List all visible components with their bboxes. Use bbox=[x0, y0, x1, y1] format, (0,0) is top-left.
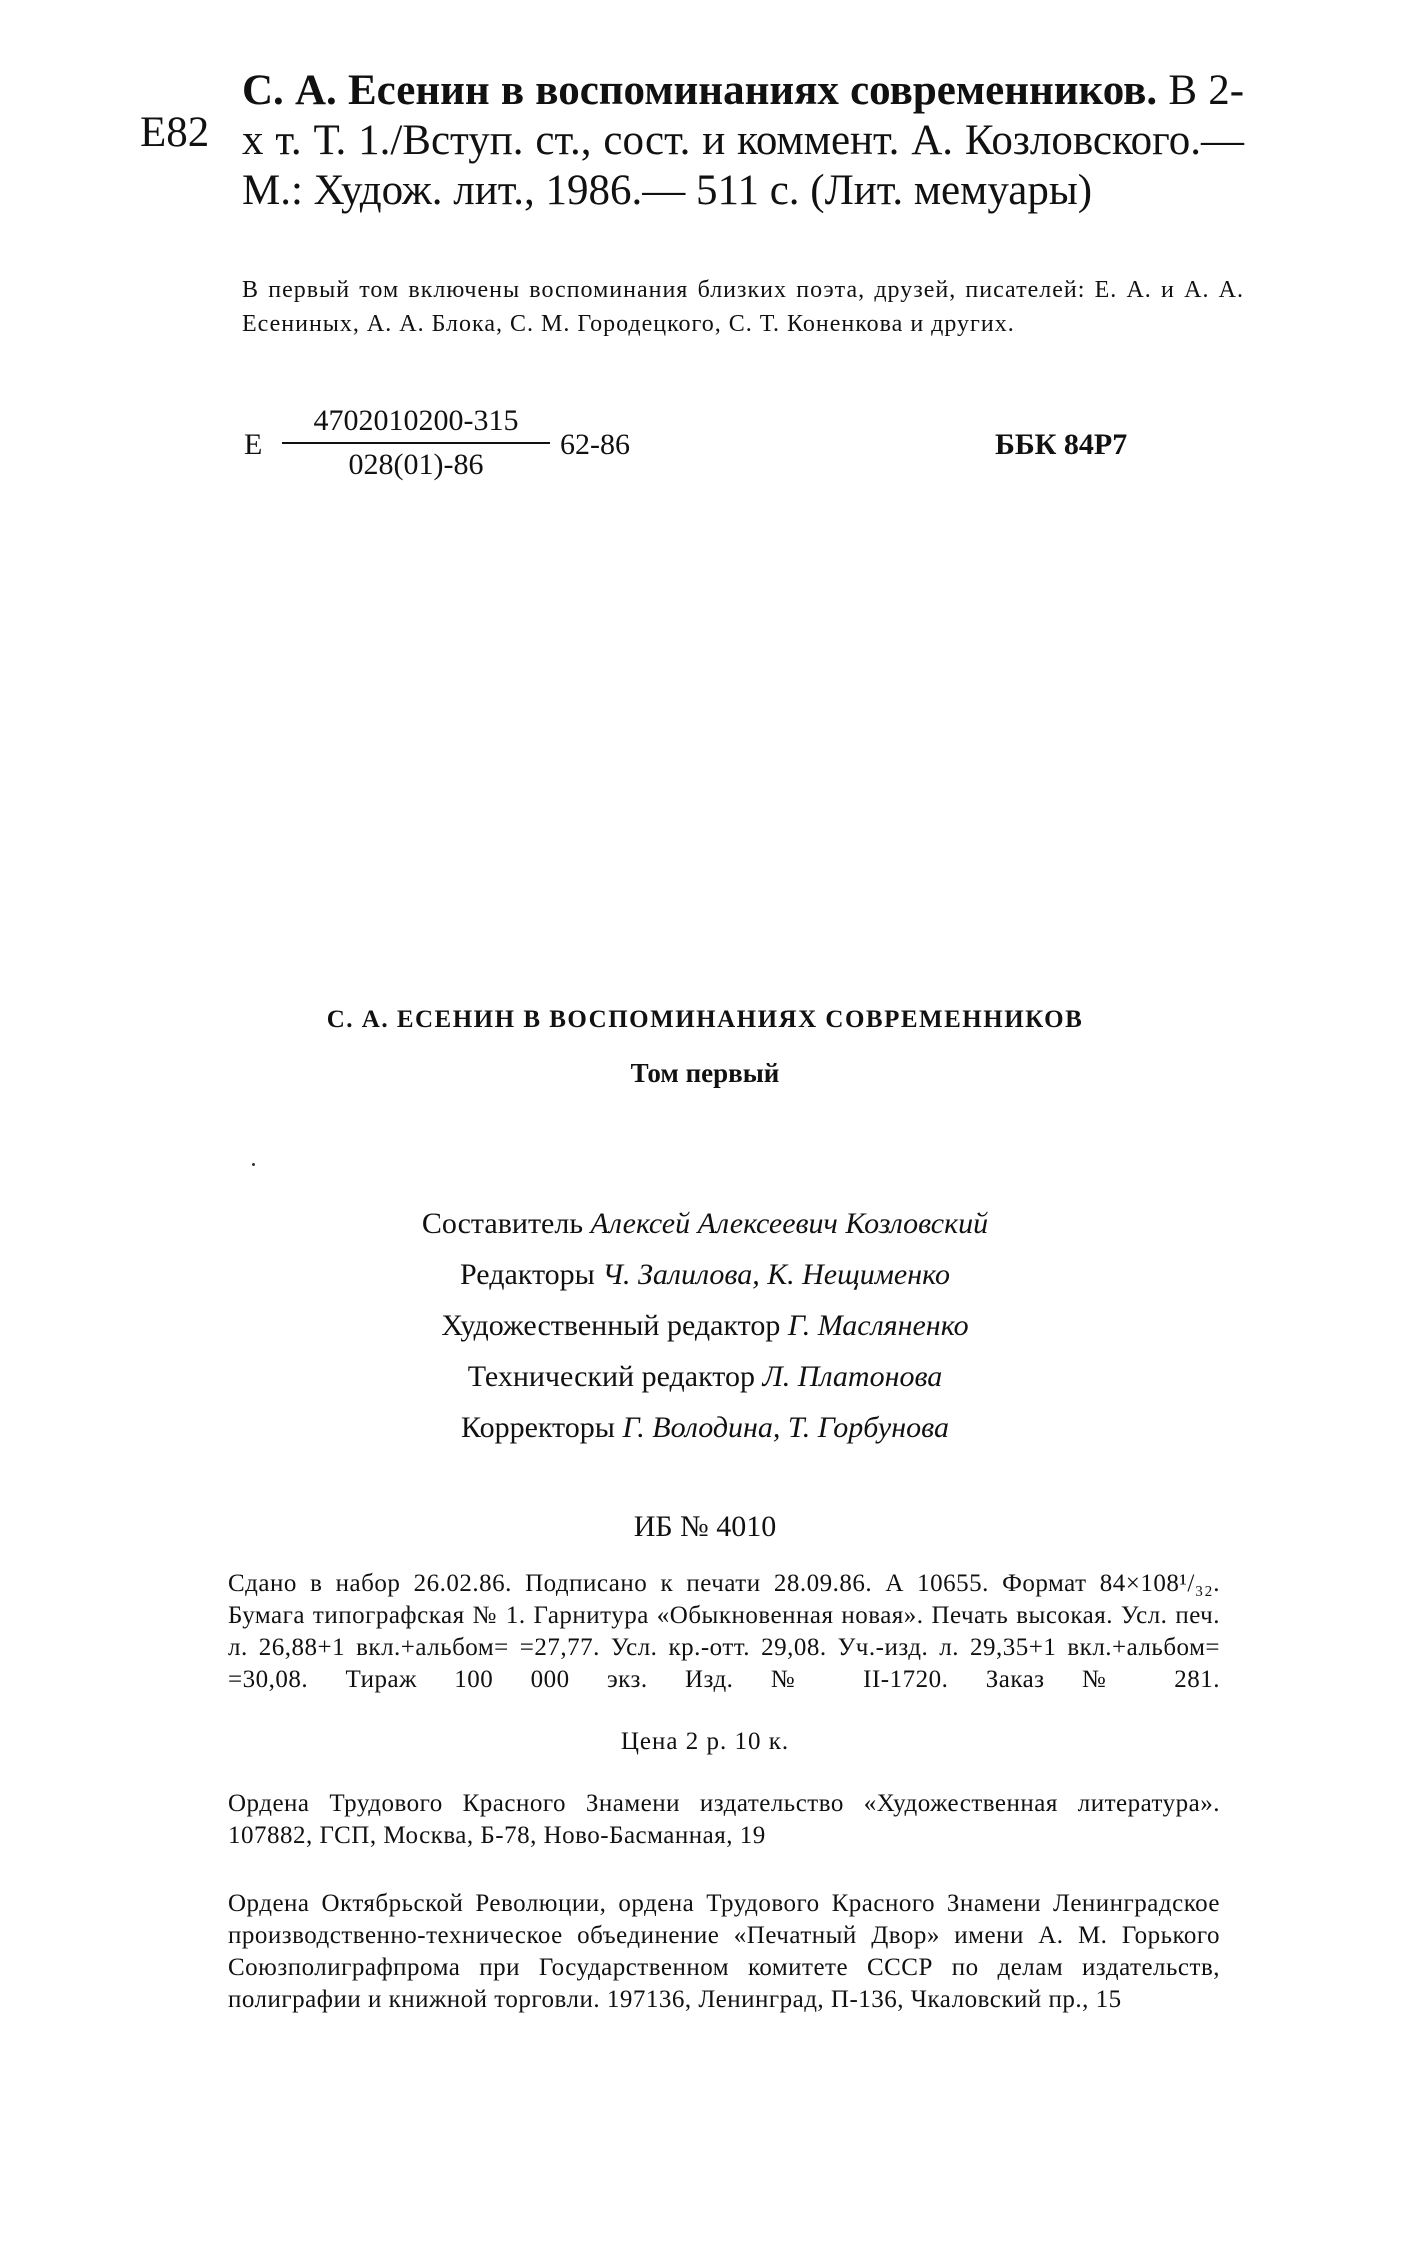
credit-compiler bbox=[0, 1198, 1410, 1249]
catalog-description: В 2-х т. Т. 1./Вступ. ст., сост. и коммент. А. Козловского.— М.: Худож. лит., 1986.— 511 с. (Лит. мемуары) bbox=[242, 67, 1245, 214]
credit-names: Ч. Залилова, К. Нещименко bbox=[602, 1258, 950, 1291]
index-suffix: 62-86 bbox=[560, 428, 630, 461]
catalog-title: С. А. Есенин в воспоминаниях современников. bbox=[242, 67, 1158, 114]
annotation: В первый том включены воспоминания близких поэта, друзей, писателей: Е. А. и А. А. Есениных, А. А. Блока, С. М. Городецкого, С. Т. Коненкова и других. bbox=[242, 277, 1244, 337]
credit-names: Алексей Алексеевич Козловский bbox=[590, 1207, 989, 1240]
catalog-code: Е82 bbox=[140, 109, 210, 156]
price: Цена 2 р. 10 к. bbox=[620, 1728, 790, 1755]
index-fraction bbox=[282, 404, 550, 482]
publisher-info: Ордена Трудового Красного Знамени издательство «Художественная литература». 107882, ГСП, Москва, Б-78, Ново-Басманная, 19 bbox=[228, 1790, 1220, 1849]
production-details: Сдано в набор 26.02.86. Подписано к печати 28.09.86. А 10655. Формат 84×108¹/₃₂. Бумага типографская № 1. Гарнитура «Обыкновенная новая». Печать высокая. Усл. печ. л. 26,88+1 вкл.+альбом= =27,77. Усл. кр.-отт. 29,08. Уч.-изд. л. 29,35+1 вкл.+альбом= =30,08. Тираж 100 000 экз. Изд. № II-1720. Заказ № 281. bbox=[228, 1570, 1220, 1693]
credit-role: Технический редактор bbox=[467, 1360, 755, 1393]
volume-label: Том первый bbox=[630, 1058, 780, 1088]
credits-list bbox=[0, 1198, 1410, 1453]
index-numerator: 4702010200-315 bbox=[282, 404, 550, 444]
bbk-code: ББК 84Р7 bbox=[995, 428, 1128, 461]
index-letter: Е bbox=[244, 428, 263, 461]
credit-names: Л. Платонова bbox=[762, 1360, 943, 1393]
catalog-entry bbox=[242, 66, 1244, 216]
credit-role: Редакторы bbox=[460, 1258, 595, 1291]
book-title: С. А. ЕСЕНИН В ВОСПОМИНАНИЯХ СОВРЕМЕННИКОВ bbox=[326, 1006, 1084, 1033]
credit-proofreaders bbox=[0, 1402, 1410, 1453]
credit-role: Составитель bbox=[421, 1207, 584, 1240]
credit-names: Г. Масляненко bbox=[787, 1309, 969, 1342]
printer-info: Ордена Октябрьской Революции, ордена Трудового Красного Знамени Ленинградское производственно-техническое объединение «Печатный Двор» имени А. М. Горького Союзполиграфпрома при Государственном комитете СССР по делам издательств, полиграфии и книжной торговли. 197136, Ленинград, П-136, Чкаловский пр., 15 bbox=[228, 1890, 1220, 2013]
ib-number: ИБ № 4010 bbox=[633, 1510, 777, 1543]
index-denominator: 028(01)-86 bbox=[348, 448, 484, 481]
credit-role: Корректоры bbox=[461, 1411, 615, 1444]
credit-art-editor bbox=[0, 1300, 1410, 1351]
credit-names: Г. Володина, Т. Горбунова bbox=[622, 1411, 949, 1444]
credit-role: Художественный редактор bbox=[441, 1309, 781, 1342]
credit-tech-editor bbox=[0, 1351, 1410, 1402]
print-speck bbox=[252, 1163, 255, 1166]
credit-editors bbox=[0, 1249, 1410, 1300]
